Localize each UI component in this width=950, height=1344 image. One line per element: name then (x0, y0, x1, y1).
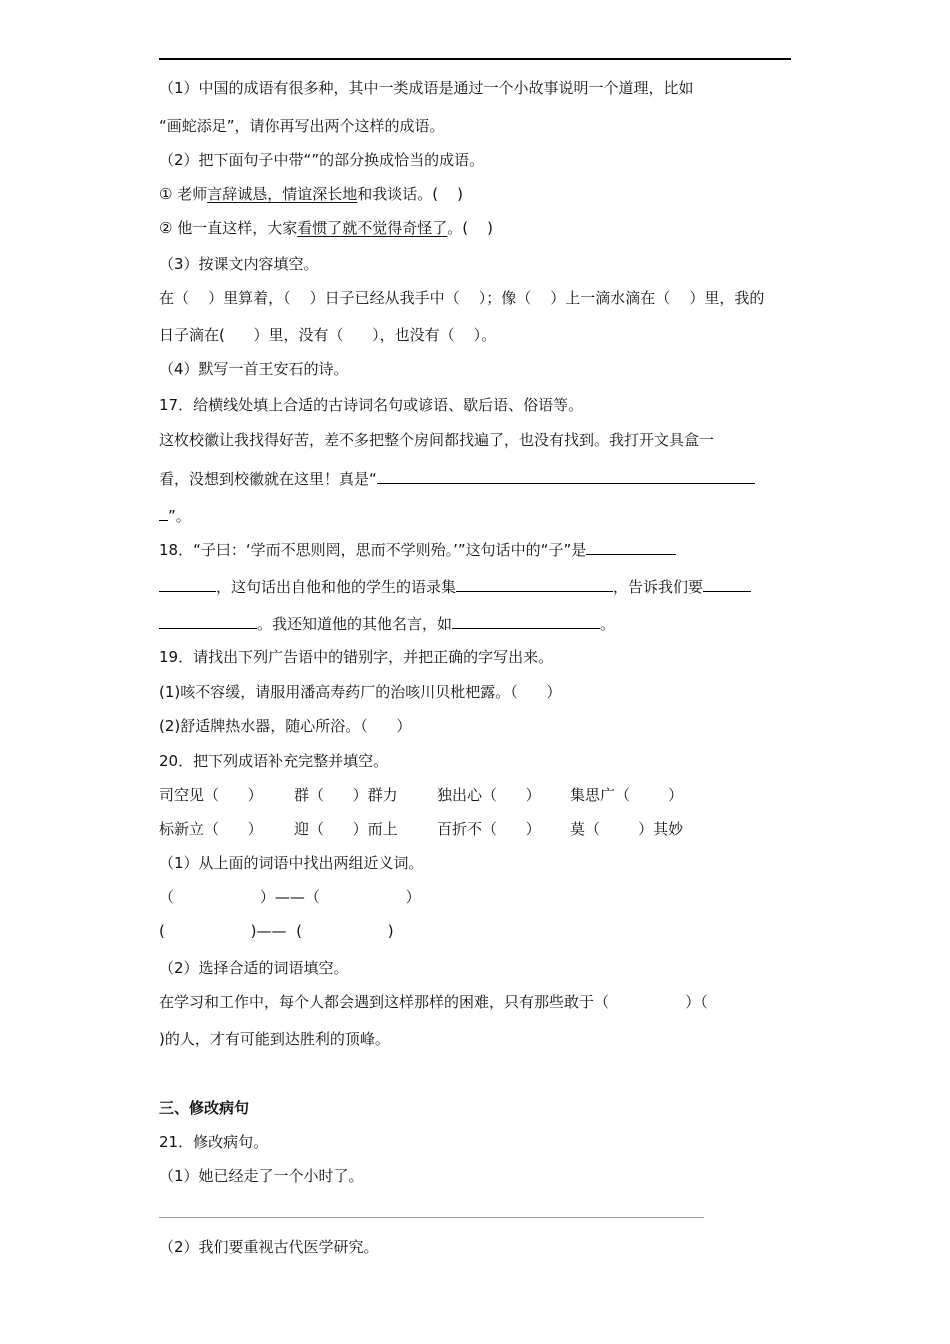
sentence2-prefix: ② 他一直这样，大家 (159, 219, 298, 237)
q20-synonym-pair1: （ ）——（ ） (159, 888, 421, 906)
sentence1-prefix: ① 老师 (159, 185, 208, 203)
q20-fill-line2: )的人，才有可能到达胜利的顶峰。 (159, 1030, 390, 1048)
idiom-cell: 司空见（ ） (159, 786, 263, 804)
idiom-cell: 莫（ ）其妙 (570, 820, 684, 838)
q18-blank-book[interactable] (456, 576, 613, 592)
q16-part1-line2: “画蛇添足”，请你再写出两个这样的成语。 (159, 117, 445, 135)
q19-item2: (2)舒适牌热水器，随心所浴。（ ） (159, 717, 412, 735)
idiom-cell: 标新立（ ） (159, 820, 263, 838)
header-rule (159, 58, 791, 60)
q21-item1: （1）她已经走了一个小时了。 (159, 1167, 364, 1185)
sentence1-underlined: 言辞诚恳，情谊深长地 (207, 185, 358, 203)
sentence1-suffix: 和我谈话。( ) (357, 185, 464, 203)
q17-line2-text: 看，没想到校徽就在这里！真是“ (159, 470, 377, 488)
q16-sentence1 (159, 184, 463, 204)
q16-part4: （4）默写一首王安石的诗。 (159, 360, 349, 378)
q21-item2: （2）我们要重视古代医学研究。 (159, 1238, 379, 1256)
q20-fill-line1: 在学习和工作中，每个人都会遇到这样那样的困难，只有那些敢于（ ）（ (159, 993, 708, 1011)
q17-line3-text: ”。 (168, 507, 191, 525)
q20-synonym-pair2: ( )—— ( ) (159, 922, 394, 940)
idiom-cell: 独出心（ ） (437, 786, 541, 804)
idiom-cell: 集思广（ ） (570, 786, 684, 804)
q20-sub2: （2）选择合适的词语填空。 (159, 959, 349, 977)
sentence2-suffix: 。( ) (447, 219, 494, 237)
q16-part3-line1: 在（ ）里算着，（ ）日子已经从我手中（ ）；像（ ）上一滴水滴在（ ）里，我的 (159, 289, 765, 307)
q17-answer-blank-end[interactable] (159, 505, 168, 521)
q17-title: 17．给横线处填上合适的古诗词名句或谚语、歇后语、俗语等。 (159, 396, 584, 414)
q18-line3-text: 。我还知道他的其他名言，如 (257, 615, 453, 633)
q18-line1-text: 18．“子曰：‘学而不思则罔，思而不学则殆。’”这句话中的“子”是 (159, 541, 587, 559)
q16-part2: （2）把下面句子中带“”的部分换成恰当的成语。 (159, 151, 485, 169)
q16-sentence2 (159, 218, 493, 238)
q16-part3-line2: 日子滴在( ）里，没有（ ），也没有（ ）。 (159, 326, 497, 344)
idiom-cell: 迎（ ）而上 (294, 820, 398, 838)
q18-line2-text: ，这句话出自他和他的学生的语录集 (216, 578, 457, 596)
section-heading: 三、修改病句 (159, 1099, 250, 1117)
q16-part1-line1: （1）中国的成语有很多种，其中一类成语是通过一个小故事说明一个道理，比如 (159, 79, 694, 97)
q17-answer-blank[interactable] (377, 468, 755, 484)
q21-answer-line[interactable] (159, 1217, 704, 1218)
q17-line2 (159, 468, 755, 489)
idiom-cell: 百折不（ ） (437, 820, 541, 838)
q19-item1: (1)咳不容缓，请服用潘高寿药厂的治咳川贝枇杷露。（ ） (159, 683, 562, 701)
q18-blank-quote[interactable] (452, 613, 600, 629)
q18-blank-lesson[interactable] (703, 576, 751, 592)
q18-line3 (159, 613, 615, 634)
q18-blank-lesson-cont[interactable] (159, 613, 257, 629)
q20-title: 20．把下列成语补充完整并填空。 (159, 752, 389, 770)
q20-sub1: （1）从上面的词语中找出两组近义词。 (159, 854, 424, 872)
q18-blank-who[interactable] (586, 539, 676, 555)
q18-line3-tail: 。 (600, 615, 616, 633)
q17-line3 (159, 505, 191, 526)
q18-blank-who-cont[interactable] (159, 576, 216, 592)
sentence2-underlined: 看惯了就不觉得奇怪了 (297, 219, 448, 237)
q18-line2-tail: ，告诉我们要 (613, 578, 704, 596)
q21-title: 21．修改病句。 (159, 1133, 269, 1151)
q18-line1 (159, 539, 676, 560)
q16-part3: （3）按课文内容填空。 (159, 255, 319, 273)
q17-line1: 这枚校徽让我找得好苦，差不多把整个房间都找遍了，也没有找到。我打开文具盒一 (159, 431, 715, 449)
q18-line2 (159, 576, 751, 597)
idiom-cell: 群（ ）群力 (294, 786, 398, 804)
q19-title: 19．请找出下列广告语中的错别字，并把正确的字写出来。 (159, 648, 554, 666)
